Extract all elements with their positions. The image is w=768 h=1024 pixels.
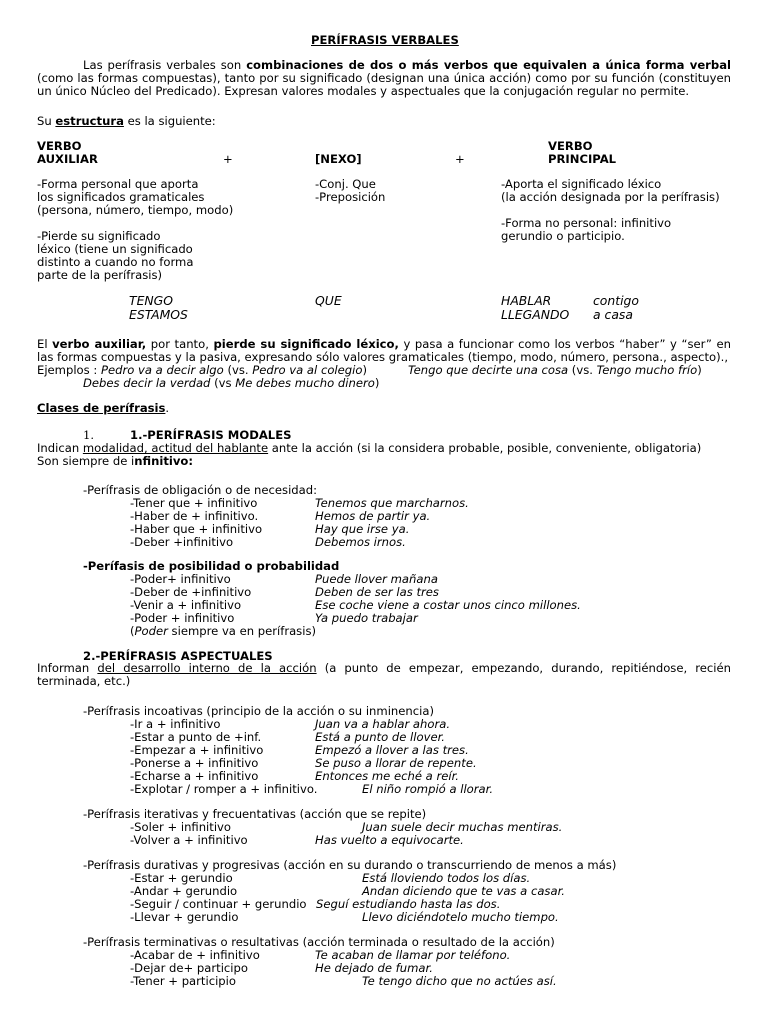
clases-dot: . bbox=[165, 401, 170, 415]
examples-line-1b bbox=[408, 364, 702, 377]
aux-para-c: por tanto, bbox=[146, 337, 214, 351]
iterativas-title: -Perífrasis iterativas y frecuentativas (acción que se repite) bbox=[83, 807, 427, 821]
iterativa-example-1: Juan suele decir muchas mentiras. bbox=[362, 820, 563, 834]
modales-number: 1. bbox=[83, 428, 95, 442]
posibilidad-example: Ya puedo trabajar bbox=[315, 611, 418, 625]
durativa-form: -Andar + gerundio bbox=[130, 884, 238, 898]
incoativa-example: Empezó a llover a las tres. bbox=[315, 743, 469, 757]
principal-header-line1: VERBO bbox=[548, 139, 593, 153]
durativa-form: -Estar + gerundio bbox=[130, 871, 233, 885]
obligacion-example: Tenemos que marcharnos. bbox=[315, 496, 469, 510]
incoativa-form: -Ir a + infinitivo bbox=[130, 717, 221, 731]
aspectuales-desc-b: (a punto de empezar, empezando, durando, repitiéndose, recién terminada, etc.) bbox=[37, 661, 732, 688]
incoativas-title: -Perífrasis incoativas (principio de la acción o su inminencia) bbox=[83, 704, 434, 718]
aux-para-bold-2: pierde su significado léxico, bbox=[213, 337, 399, 351]
poder-note-c: siempre va en perífrasis) bbox=[167, 624, 317, 638]
aux-description bbox=[37, 178, 233, 282]
intro-text-a: Las perífrasis verbales son bbox=[83, 58, 247, 72]
aspectuales-description bbox=[37, 662, 731, 688]
poder-note bbox=[130, 625, 316, 638]
nexo-line: -Preposición bbox=[315, 190, 386, 204]
nexo-header: [NEXO] bbox=[315, 152, 362, 166]
modales-inf-a: Son siempre de i bbox=[37, 454, 135, 468]
aspectuales-desc-a: Informan bbox=[37, 661, 98, 675]
structure-intro-keyword: estructura bbox=[55, 114, 124, 128]
incoativa-form: -Ponerse a + infinitivo bbox=[130, 756, 259, 770]
obligacion-example: Hay que irse ya. bbox=[315, 522, 410, 536]
posibilidad-form: -Deber de +infinitivo bbox=[130, 585, 252, 599]
obligacion-example: Debemos irnos. bbox=[315, 535, 406, 549]
terminativa-form: -Dejar de+ participo bbox=[130, 961, 248, 975]
obligacion-example: Hemos de partir ya. bbox=[315, 509, 431, 523]
example-2-vs-open: (vs. bbox=[568, 363, 597, 377]
iterativa-example-2: Has vuelto a equivocarte. bbox=[315, 833, 464, 847]
document-title: PERÍFRASIS VERBALES bbox=[311, 33, 459, 47]
terminativa-example-3: Te tengo dicho que no actúes así. bbox=[362, 974, 557, 988]
incoativa-form: -Explotar / romper a + infinitivo. bbox=[130, 782, 318, 796]
obligacion-form: -Haber que + infinitivo bbox=[130, 522, 263, 536]
durativas-title: -Perífrasis durativas y progresivas (acción en su durando o transcurriendo de menos a más) bbox=[83, 858, 617, 872]
incoativas-forms bbox=[130, 718, 317, 796]
poder-note-a: ( bbox=[130, 624, 135, 638]
modales-inf-b: nfinitivo: bbox=[134, 454, 194, 468]
example-3-contrast: Me debes mucho dinero bbox=[235, 376, 375, 390]
durativa-form: -Llevar + gerundio bbox=[130, 910, 239, 924]
durativa-example-4: Llevo diciéndotelo mucho tiempo. bbox=[362, 910, 559, 924]
example-verb-word: LLEGANDO bbox=[501, 307, 570, 322]
iterativa-form: -Volver a + infinitivo bbox=[130, 833, 248, 847]
posibilidad-form: -Poder + infinitivo bbox=[130, 611, 235, 625]
incoativa-example: Juan va a hablar ahora. bbox=[315, 717, 451, 731]
nexo-line: -Conj. Que bbox=[315, 177, 376, 191]
auxiliary-paragraph bbox=[37, 338, 731, 364]
aux-line: -Forma personal que aporta bbox=[37, 177, 199, 191]
aux-line: -Pierde su significado bbox=[37, 229, 161, 243]
obligacion-title: -Perífrasis de obligación o de necesidad: bbox=[83, 483, 318, 497]
example-nexo bbox=[315, 294, 342, 308]
posibilidad-example: Puede llover mañana bbox=[315, 572, 438, 586]
example-aux-word: TENGO bbox=[129, 293, 174, 308]
posibilidad-example: Ese coche viene a costar unos cinco millones. bbox=[315, 598, 581, 612]
posibilidad-example: Deben de ser las tres bbox=[315, 585, 439, 599]
obligacion-examples bbox=[315, 497, 469, 549]
example-aux-word: ESTAMOS bbox=[129, 307, 188, 322]
durativas-forms bbox=[130, 872, 307, 924]
example-complement-word: contigo bbox=[593, 293, 639, 308]
modales-desc-b: ante la acción (si la considera probable, posible, conveniente, obligatoria) bbox=[268, 441, 702, 455]
principal-line: gerundio o participio. bbox=[501, 229, 625, 243]
example-verb-word: HABLAR bbox=[501, 293, 552, 308]
plus-sign-1: + bbox=[223, 152, 233, 166]
aux-para-bold-1: verbo auxiliar, bbox=[52, 337, 147, 351]
obligacion-forms bbox=[130, 497, 262, 549]
durativa-example-1: Está lloviendo todos los días. bbox=[362, 871, 531, 885]
structure-intro-c: es la siguiente: bbox=[123, 114, 216, 128]
modales-title: 1.-PERÍFRASIS MODALES bbox=[130, 428, 292, 442]
iterativa-form: -Soler + infinitivo bbox=[130, 820, 232, 834]
intro-paragraph bbox=[37, 59, 731, 98]
example-nexo-word: QUE bbox=[315, 293, 342, 308]
terminativa-form: -Acabar de + infinitivo bbox=[130, 948, 260, 962]
terminativas-title: -Perífrasis terminativas o resultativas (acción terminada o resultado de la acción) bbox=[83, 935, 555, 949]
obligacion-form: -Deber +infinitivo bbox=[130, 535, 234, 549]
incoativas-examples bbox=[315, 718, 477, 783]
aux-para-e: y pasa a funcionar como los verbos “haber” y “ser” en las formas compuestas y la pasiva, expresando sólo valores gramaticales (tiempo, modo, número, persona., aspecto)., bbox=[37, 337, 731, 364]
modales-desc-a: Indican bbox=[37, 441, 83, 455]
durativa-form: -Seguir / continuar + gerundio bbox=[130, 897, 307, 911]
aux-line: distinto a cuando no forma bbox=[37, 255, 194, 269]
durativa-example-2: Andan diciendo que te vas a casar. bbox=[362, 884, 565, 898]
aux-line: parte de la perífrasis) bbox=[37, 268, 163, 282]
intro-text-bold: combinaciones de dos o más verbos que equivalen a única forma verbal bbox=[246, 58, 731, 72]
example-1-contrast: Pedro va al colegio bbox=[252, 363, 363, 377]
modales-desc-underlined: modalidad, actitud del hablante bbox=[82, 441, 269, 455]
terminativas-forms bbox=[130, 949, 260, 988]
clases-heading bbox=[37, 402, 169, 415]
intro-text-c: (como las formas compuestas), tanto por su significado (designan una única acción) como por su función (constituyen un único Núcleo del Predicado). Expresan valores modales y aspectuales que la conjugación regular no permite. bbox=[37, 71, 731, 98]
posibilidad-title: -Perífasis de posibilidad o probabilidad bbox=[83, 559, 340, 573]
example-3-vs-close: ) bbox=[374, 376, 380, 390]
aux-header-line2: AUXILIAR bbox=[37, 152, 98, 166]
structure-intro-a: Su bbox=[37, 114, 56, 128]
example-3-vs-open: (vs bbox=[210, 376, 236, 390]
obligacion-form: -Tener que + infinitivo bbox=[130, 496, 258, 510]
incoativa-example-last: El niño rompió a llorar. bbox=[362, 782, 494, 796]
principal-line: -Forma no personal: infinitivo bbox=[501, 216, 672, 230]
terminativa-example-1: Te acaban de llamar por teléfono. bbox=[315, 948, 511, 962]
incoativa-example: Entonces me eché a reír. bbox=[315, 769, 459, 783]
example-2: Tengo que decirte una cosa bbox=[408, 363, 569, 377]
example-3: Debes decir la verdad bbox=[83, 376, 211, 390]
aux-line: (persona, número, tiempo, modo) bbox=[37, 203, 234, 217]
terminativa-example-2: He dejado de fumar. bbox=[315, 961, 433, 975]
aspectuales-title: 2.-PERÍFRASIS ASPECTUALES bbox=[83, 649, 273, 663]
incoativa-form: -Estar a punto de +inf. bbox=[130, 730, 262, 744]
example-2-vs-close: ) bbox=[697, 363, 702, 377]
examples-label: Ejemplos : bbox=[37, 363, 101, 377]
principal-line: -Aporta el significado léxico bbox=[501, 177, 662, 191]
principal-header-line2: PRINCIPAL bbox=[548, 152, 617, 166]
aux-line: los significados gramaticales bbox=[37, 190, 205, 204]
example-1-vs-open: (vs. bbox=[223, 363, 253, 377]
aux-header-line1: VERBO bbox=[37, 139, 82, 153]
example-aux bbox=[129, 294, 188, 322]
examples-line-2 bbox=[83, 377, 379, 390]
obligacion-form: -Haber de + infinitivo. bbox=[130, 509, 259, 523]
incoativa-example: Se puso a llorar de repente. bbox=[315, 756, 477, 770]
aspectuales-desc-underlined: del desarrollo interno de la acción bbox=[97, 661, 317, 675]
incoativa-form: -Empezar a + infinitivo bbox=[130, 743, 264, 757]
example-verb bbox=[501, 294, 569, 322]
posibilidad-form: -Venir a + infinitivo bbox=[130, 598, 242, 612]
clases-title: Clases de perífrasis bbox=[37, 401, 166, 415]
incoativa-example: Está a punto de llover. bbox=[315, 730, 445, 744]
principal-description bbox=[501, 178, 720, 243]
terminativa-form: -Tener + participio bbox=[130, 974, 236, 988]
principal-line: (la acción designada por la perífrasis) bbox=[501, 190, 720, 204]
example-complement-word: a casa bbox=[593, 307, 633, 322]
plus-sign-2: + bbox=[455, 152, 465, 166]
poder-note-word: Poder bbox=[134, 624, 168, 638]
example-1: Pedro va a decir algo bbox=[100, 363, 224, 377]
example-1-vs-close: ) bbox=[362, 363, 367, 377]
aux-para-a: El bbox=[37, 337, 53, 351]
example-2-contrast: Tengo mucho frío bbox=[596, 363, 698, 377]
modales-infinitive-note bbox=[37, 455, 193, 468]
durativa-example-3: Seguí estudiando hasta las dos. bbox=[316, 897, 501, 911]
aux-line: léxico (tiene un significado bbox=[37, 242, 193, 256]
posibilidad-examples bbox=[315, 573, 581, 625]
iterativas-forms bbox=[130, 821, 248, 847]
example-complement bbox=[593, 294, 639, 322]
posibilidad-forms bbox=[130, 573, 316, 638]
incoativa-form: -Echarse a + infinitivo bbox=[130, 769, 259, 783]
structure-intro bbox=[37, 115, 216, 128]
posibilidad-form: -Poder+ infinitivo bbox=[130, 572, 231, 586]
nexo-description bbox=[315, 178, 385, 204]
